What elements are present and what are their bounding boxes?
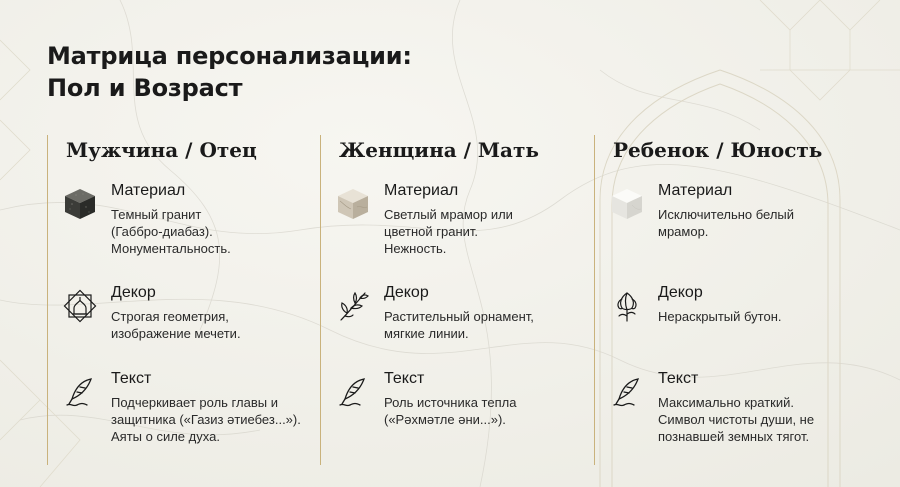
- column-heading: Женщина / Мать: [339, 138, 539, 162]
- item-title: Декор: [658, 284, 703, 301]
- item-description: Исключительно белый мрамор.: [658, 207, 795, 239]
- item-description: Светлый мрамор или цветной гранит. Нежность.: [384, 207, 513, 256]
- slide-title-line1: Матрица персонализации:: [47, 42, 412, 70]
- dark-granite-cube-icon: [63, 187, 97, 221]
- column-heading: Ребенок / Юность: [613, 138, 823, 162]
- column-child-youth: [594, 135, 854, 465]
- item-title: Материал: [384, 182, 459, 199]
- column-heading: Мужчина / Отец: [66, 138, 257, 162]
- item-description: Подчеркивает роль главы и защитника («Газиз әтиебез...»). Аяты о силе духа.: [111, 395, 301, 444]
- column-man-father: [47, 135, 307, 465]
- item-title: Текст: [384, 370, 425, 387]
- item-title: Декор: [111, 284, 156, 301]
- item-title: Декор: [384, 284, 429, 301]
- item-title: Текст: [658, 370, 699, 387]
- white-marble-cube-icon: [610, 187, 644, 221]
- item-description: Максимально краткий. Символ чистоты души, не познавшей земных тягот.: [658, 395, 815, 444]
- column-divider: [594, 135, 595, 465]
- item-title: Материал: [111, 182, 186, 199]
- item-title: Материал: [658, 182, 733, 199]
- mosque-geometry-icon: [63, 289, 97, 323]
- slide-title-line2: Пол и Возраст: [47, 74, 243, 102]
- quill-pen-icon: [610, 375, 644, 409]
- light-marble-cube-icon: [336, 187, 370, 221]
- item-description: Строгая геометрия, изображение мечети.: [111, 309, 241, 341]
- slide-title: [47, 40, 412, 104]
- quill-pen-icon: [336, 375, 370, 409]
- item-description: Темный гранит (Габбро-диабаз). Монументальность.: [111, 207, 231, 256]
- quill-pen-icon: [63, 375, 97, 409]
- item-description: Растительный орнамент, мягкие линии.: [384, 309, 534, 341]
- item-description: Нераскрытый бутон.: [658, 309, 782, 324]
- item-title: Текст: [111, 370, 152, 387]
- tulip-bud-icon: [610, 289, 644, 323]
- column-woman-mother: [320, 135, 580, 465]
- item-description: Роль источника тепла («Рәхмәтле әни...»).: [384, 395, 517, 427]
- floral-ornament-icon: [336, 289, 370, 323]
- column-divider: [47, 135, 48, 465]
- column-divider: [320, 135, 321, 465]
